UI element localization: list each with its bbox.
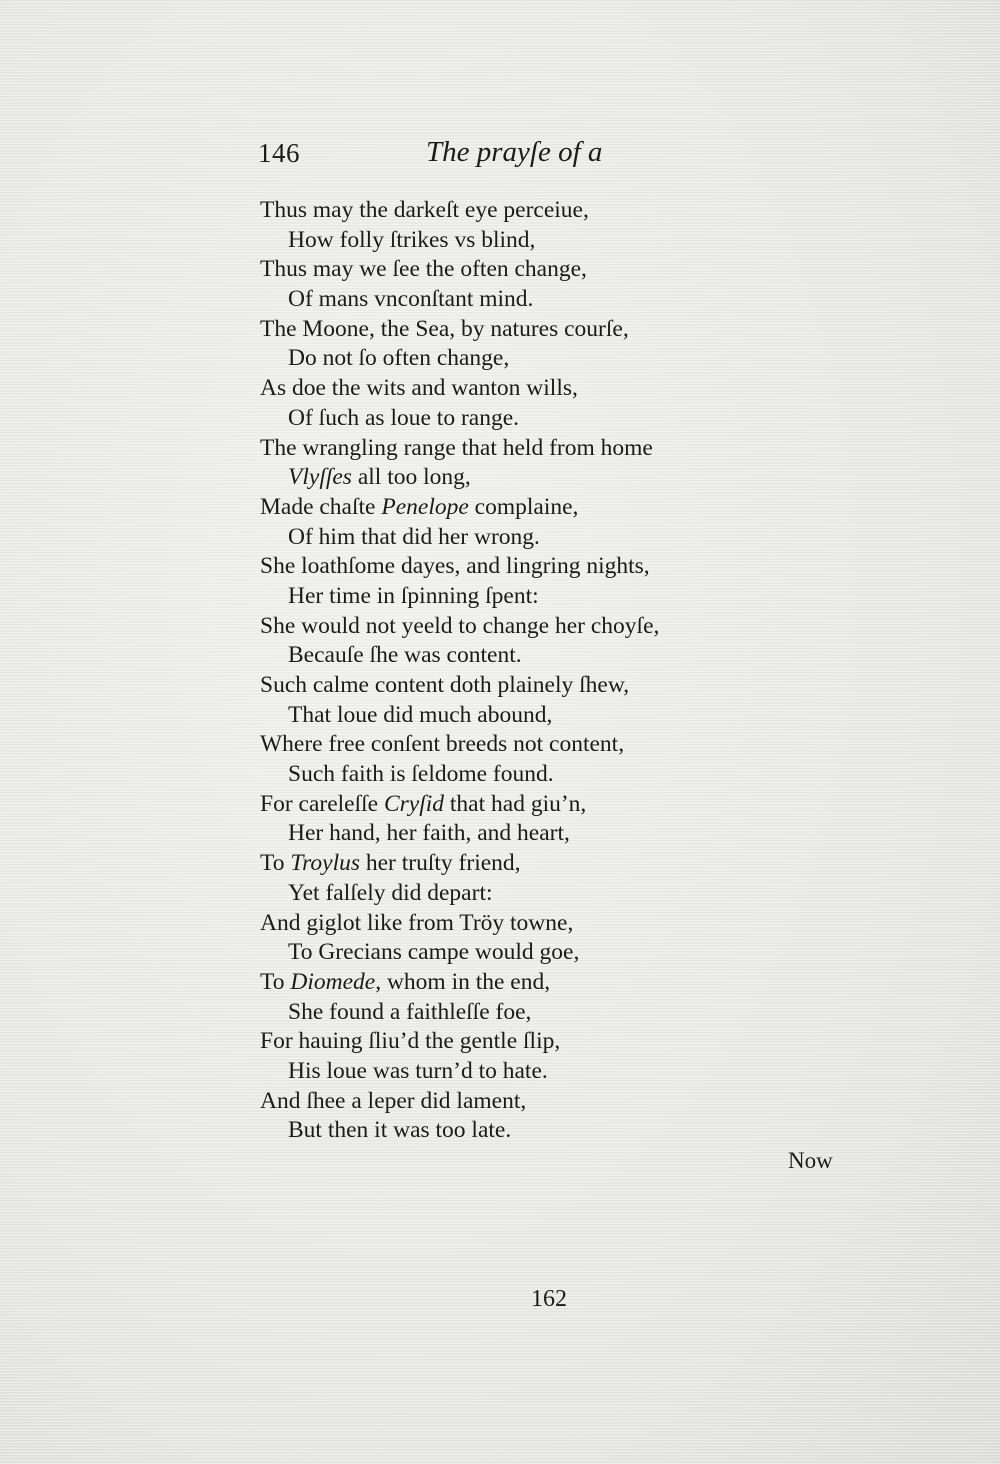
running-head: [258, 138, 678, 178]
line-text: But then it was too late.: [288, 1117, 512, 1144]
line-text: Thus may the darkeſt eye perceiue,: [260, 197, 589, 223]
line-text: How folly ſtrikes vs blind,: [288, 226, 536, 253]
poem-line: [260, 671, 820, 701]
line-text: To: [260, 850, 291, 877]
line-text: She would not yeeld to change her choyſe,: [260, 612, 660, 639]
poem-line: [260, 1027, 820, 1057]
poem-line: [260, 938, 820, 968]
line-text-continued: her truſty friend,: [360, 850, 521, 877]
poem-line: [260, 255, 820, 285]
line-text: For careleſſe: [260, 790, 384, 817]
poem-line: [260, 760, 820, 790]
catchword: Now: [788, 1148, 833, 1173]
line-text: The Moone, the Sea, by natures courſe,: [260, 315, 629, 342]
line-text-continued: complaine,: [468, 493, 579, 520]
italic-name: Penelope: [381, 493, 469, 520]
italic-name: Cryſid: [383, 790, 445, 817]
line-text: For hauing ſliu’d the gentle ſlip,: [260, 1028, 561, 1055]
poem-line: [260, 641, 820, 671]
line-text: Such calme content doth plainely ſhew,: [260, 672, 630, 698]
line-text: Such faith is ſeldome found.: [288, 761, 554, 788]
poem-line: [260, 909, 820, 939]
line-text: Thus may we ſee the often change,: [260, 256, 587, 283]
poem-line: [260, 523, 820, 553]
poem-line: [260, 849, 820, 879]
line-text: She loathſome dayes, and lingring nights,: [260, 553, 650, 580]
italic-name: Vlyſſes: [288, 464, 352, 491]
poem-line: [260, 819, 820, 849]
poem-line: [260, 1057, 820, 1087]
line-text: To Grecians campe would goe,: [288, 939, 580, 966]
poem-line: [260, 1116, 820, 1146]
poem-line: [260, 582, 820, 612]
italic-name: Diomede: [290, 968, 376, 995]
line-text: Becauſe ſhe was content.: [288, 642, 522, 669]
poem-line: [260, 701, 820, 731]
poem-line: [260, 493, 820, 523]
line-text: And ſhee a leper did lament,: [260, 1087, 527, 1114]
poem-text: [260, 196, 820, 1146]
running-title: The prayſe of a: [426, 136, 603, 168]
line-text-continued: that had giu’n,: [444, 790, 587, 817]
page-number-top: 146: [258, 138, 300, 168]
poem-line: [260, 730, 820, 760]
line-text: Made chaſte: [260, 493, 382, 520]
line-text: Where free conſent breeds not content,: [260, 731, 625, 758]
line-text: Do not ſo often change,: [288, 345, 510, 372]
line-text-continued: , whom in the end,: [375, 968, 551, 995]
poem-line: [260, 344, 820, 374]
line-text: Yet falſely did depart:: [288, 879, 493, 906]
line-text: She found a faithleſſe foe,: [288, 998, 532, 1025]
line-text: His loue was turn’d to hate.: [288, 1057, 548, 1084]
poem-line: [260, 968, 820, 998]
line-text-continued: all too long,: [351, 464, 471, 491]
poem-line: [260, 315, 820, 345]
poem-line: [260, 285, 820, 315]
poem-line: [260, 612, 820, 642]
poem-line: [260, 463, 820, 493]
line-text: As doe the wits and wanton wills,: [260, 375, 578, 402]
line-text: Of mans vnconſtant mind.: [288, 286, 534, 313]
line-text: The wrangling range that held from home: [260, 434, 653, 461]
poem-line: [260, 790, 820, 820]
poem-line: [260, 998, 820, 1028]
poem-line: [260, 374, 820, 404]
line-text: That loue did much abound,: [288, 701, 553, 728]
line-text: Of ſuch as loue to range.: [288, 404, 520, 431]
page-number-bottom: 162: [531, 1286, 567, 1312]
poem-line: [260, 879, 820, 909]
poem-line: [260, 434, 820, 464]
poem-line: [260, 196, 820, 226]
poem-line: [260, 552, 820, 582]
poem-line: [260, 226, 820, 256]
line-text: Her hand, her faith, and heart,: [288, 820, 570, 847]
poem-line: [260, 1087, 820, 1117]
line-text: To: [260, 968, 291, 995]
poem-line: [260, 404, 820, 434]
line-text: Of him that did her wrong.: [288, 523, 540, 550]
line-text: Her time in ſpinning ſpent:: [288, 582, 539, 609]
line-text: And giglot like from Tröy towne,: [260, 909, 574, 936]
italic-name: Troylus: [290, 850, 360, 877]
